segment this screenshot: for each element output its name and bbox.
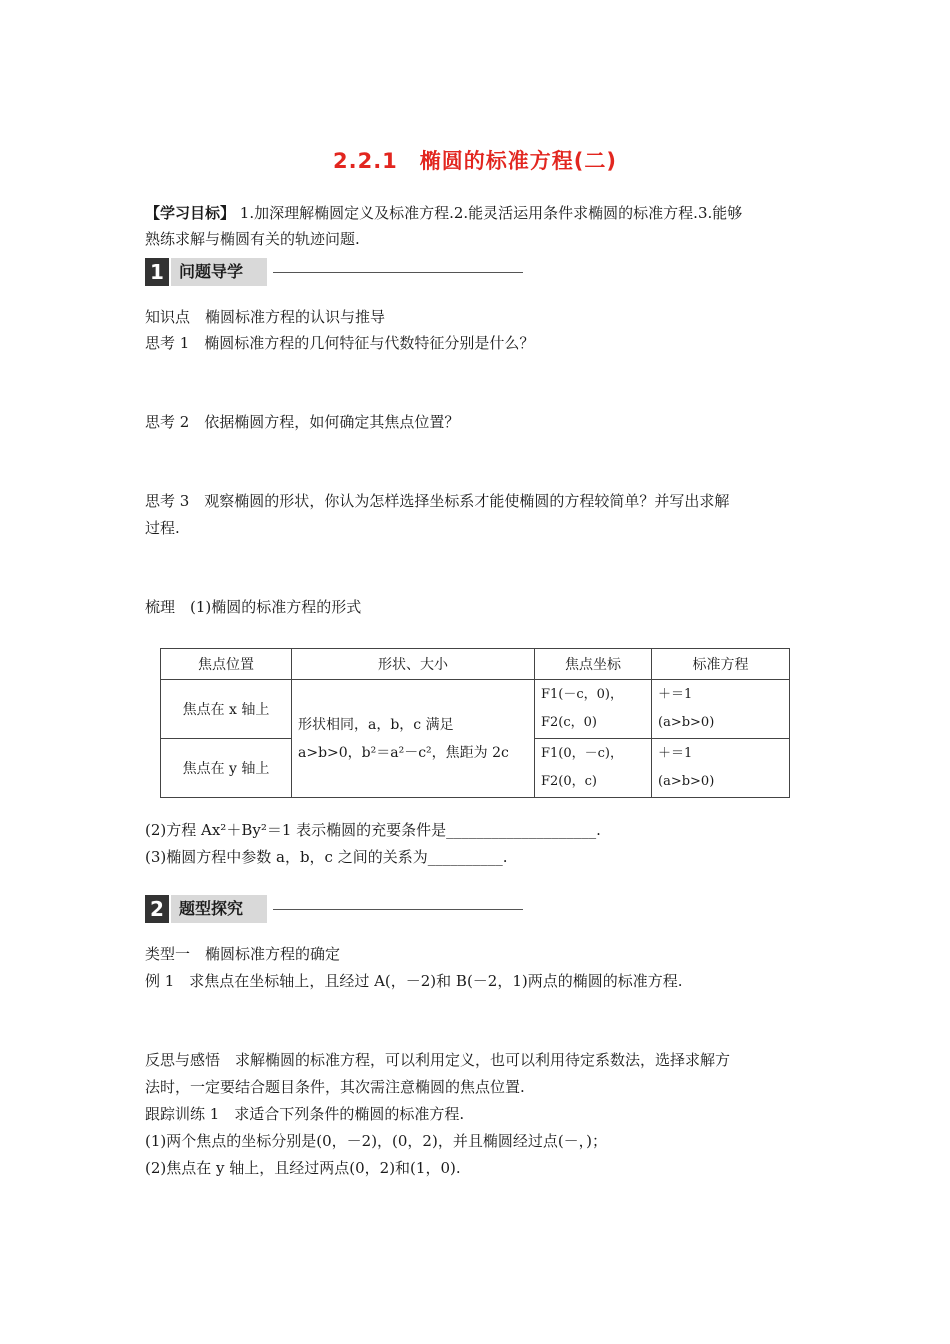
equation-text: ＋＝1 [658, 746, 693, 761]
focus-coords-x [535, 680, 652, 739]
training-1-b: (2)焦点在 y 轴上，且经过两点(0，2)和(1，0). [145, 1159, 461, 1177]
reflection: 反思与感悟 求解椭圆的标准方程，可以利用定义，也可以利用待定系数法，选择求解方 [145, 1051, 731, 1069]
table-row [161, 680, 790, 739]
think-2: 思考 2 依据椭圆方程，如何确定其焦点位置？ [145, 413, 460, 431]
focus-f1: F1(0，－c)， [541, 746, 623, 761]
table-header-row [161, 649, 790, 680]
think-3: 思考 3 观察椭圆的形状，你认为怎样选择坐标系才能使椭圆的方程较简单？并写出求解 [145, 492, 730, 510]
equation-condition: (a>b>0) [658, 715, 715, 730]
objectives-text-cont: 熟练求解与椭圆有关的轨迹问题. [145, 230, 360, 248]
focus-position-x: 焦点在 x 轴上 [161, 680, 292, 739]
item-2: (2)方程 Ax²＋By²＝1 表示椭圆的充要条件是____________________. [145, 821, 601, 839]
knowledge-point: 知识点 椭圆标准方程的认识与推导 [145, 308, 386, 326]
learning-objectives [145, 203, 810, 223]
equation-x [652, 680, 790, 739]
focus-f2: F2(c，0) [541, 715, 597, 730]
reflection-cont: 法时，一定要结合题目条件，其次需注意椭圆的焦点位置. [145, 1078, 525, 1096]
think-1: 思考 1 椭圆标准方程的几何特征与代数特征分别是什么？ [145, 334, 535, 352]
section-rule [273, 909, 523, 910]
objectives-text: 1.加深理解椭圆定义及标准方程.2.能灵活运用条件求椭圆的标准方程.3.能够 [235, 204, 743, 222]
header-shape-size: 形状、大小 [292, 649, 535, 680]
focus-f1: F1(－c，0)， [541, 687, 623, 702]
equation-condition: (a>b>0) [658, 774, 715, 789]
equation-y [652, 739, 790, 798]
shape-line-1: 形状相同，a，b，c 满足 [298, 716, 454, 733]
item-3: (3)椭圆方程中参数 a，b，c 之间的关系为__________. [145, 848, 508, 866]
section-number: 1 [145, 258, 169, 286]
training-1-a: (1)两个焦点的坐标分别是(0，－2)，(0，2)，并且椭圆经过点(－，)； [145, 1132, 608, 1150]
header-focus-coords: 焦点坐标 [535, 649, 652, 680]
section-rule [273, 272, 523, 273]
think-3-cont: 过程. [145, 519, 180, 537]
section-header-2 [145, 895, 525, 923]
section-label: 题型探究 [171, 895, 267, 923]
shape-size-cell [292, 680, 535, 798]
section-label: 问题导学 [171, 258, 267, 286]
shape-line-2: a>b>0，b²＝a²－c²，焦距为 2c [298, 744, 509, 761]
equation-text: ＋＝1 [658, 687, 693, 702]
focus-f2: F2(0，c) [541, 774, 597, 789]
header-standard-equation: 标准方程 [652, 649, 790, 680]
ellipse-equation-table [160, 648, 790, 798]
header-focus-position: 焦点位置 [161, 649, 292, 680]
page-title: 2.2.1 椭圆的标准方程(二) [333, 149, 617, 173]
focus-position-y: 焦点在 y 轴上 [161, 739, 292, 798]
summary: 梳理 (1)椭圆的标准方程的形式 [145, 598, 362, 616]
example-1: 例 1 求焦点在坐标轴上，且经过 A(，－2)和 B(－2，1)两点的椭圆的标准方程. [145, 972, 683, 990]
type-1: 类型一 椭圆标准方程的确定 [145, 945, 341, 963]
focus-coords-y [535, 739, 652, 798]
training-1: 跟踪训练 1 求适合下列条件的椭圆的标准方程. [145, 1105, 465, 1123]
section-header-1 [145, 258, 525, 286]
objectives-label: 【学习目标】 [145, 204, 236, 222]
section-number: 2 [145, 895, 169, 923]
